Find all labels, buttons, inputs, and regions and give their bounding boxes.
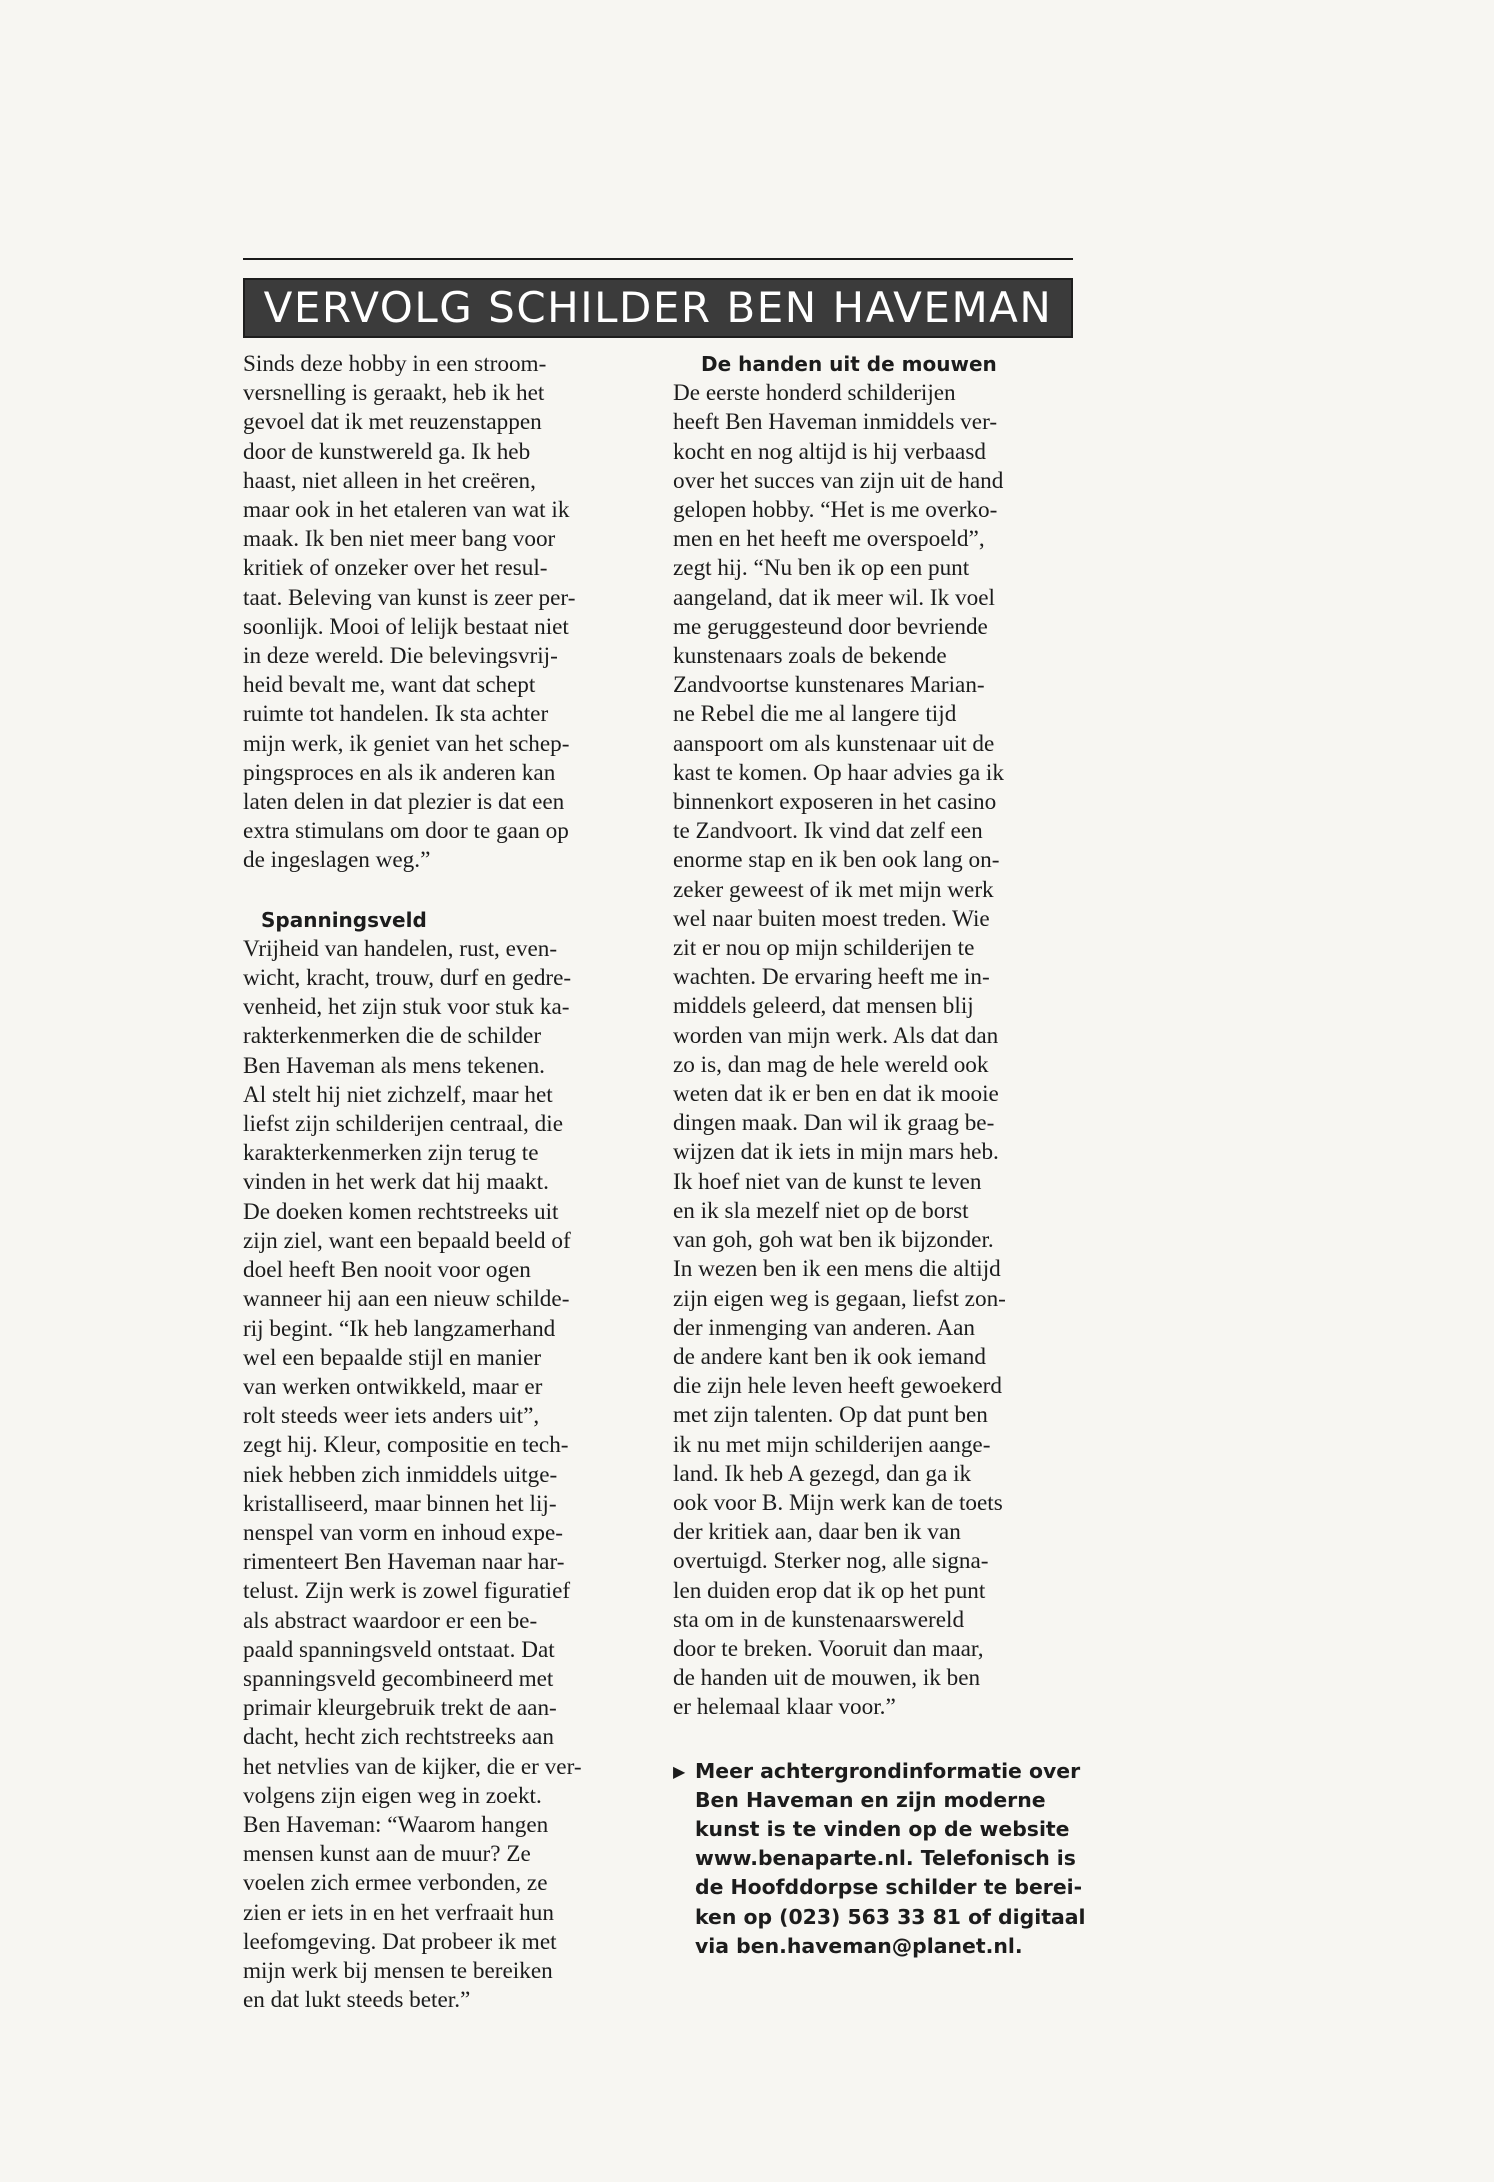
subhead-handen-uit-de-mouwen: De handen uit de mouwen — [701, 352, 997, 376]
headline: VERVOLG SCHILDER BEN HAVEMAN — [263, 283, 1053, 332]
top-rule — [243, 258, 1073, 260]
info-block — [673, 1757, 1088, 1961]
subhead-spanningsveld: Spanningsveld — [261, 907, 427, 932]
spanningsveld-paragraph: Vrijheid van handelen, rust, even- wicht, kracht, trouw, durf en gedre- venheid, het zijn stuk voor stuk ka- rakterkenmerken die de schilder Ben Haveman als mens tekenen. Al stelt hij niet zichzelf, maar het liefst zijn schilderijen centraal, die karakterkenmerken zijn terug te vinden in het werk dat hij maakt. De doeken komen rechtstreeks uit zijn ziel, want een bepaald beeld of doel heeft Ben nooit voor ogen wanneer hij aan een nieuw schilde- rij begint. “Ik heb langzamerhand wel een bepaalde stijl en manier van werken ontwikkeld, maar er rolt steeds weer iets anders uit”, zegt hij. Kleur, compositie en tech- niek hebben zich inmiddels uitge- kristalliseerd, maar binnen het lij- nenspel van vorm en inhoud expe- rimenteert Ben Haveman naar har- telust. Zijn werk is zowel figuratief als abstract waardoor er een be- paald spanningsveld ontstaat. Dat spanningsveld gecombineerd met primair kleurgebruik trekt de aan- dacht, hecht zich rechtstreeks aan het netvlies van de kijker, die er ver- volgens zijn eigen weg in zoekt. Ben Haveman: “Waarom hangen mensen kunst aan de muur? Ze voelen zich ermee verbonden, ze zien er iets in en het verfraait hun leefomgeving. Dat probeer ik met mijn werk bij mensen te bereiken en dat lukt steeds beter.” — [243, 935, 582, 2014]
arrow-right-icon: ▶ — [673, 1761, 686, 1781]
intro-paragraph: Sinds deze hobby in een stroom- versnelling is geraakt, heb ik het gevoel dat ik met reuzenstappen door de kunstwereld ga. Ik heb haast, niet alleen in het creëren, maar ook in het etaleren van wat ik maak. Ik ben niet meer bang voor kritiek of onzeker over het resul- taat. Beleving van kunst is zeer per- soonlijk. Mooi of lelijk bestaat niet in deze wereld. Die belevingsvrij- heid bevalt me, want dat schept ruimte tot handelen. Ik sta achter mijn werk, ik geniet van het schep- pingsproces en als ik anderen kan laten delen in dat plezier is dat een extra stimulans om door te gaan op de ingeslagen weg.” — [243, 351, 576, 874]
headline-bar — [243, 278, 1073, 338]
right-column — [673, 350, 1088, 1961]
left-column — [243, 350, 658, 2015]
handen-paragraph: De eerste honderd schilderijen heeft Ben Haveman inmiddels ver- kocht en nog altijd is hij verbaasd over het succes van zijn uit de hand gelopen hobby. “Het is me overko- men en het heeft me overspoeld”, zegt hij. “Nu ben ik op een punt aangeland, dat ik meer wil. Ik voel me geruggesteund door bevriende kunstenaars zoals de bekende Zandvoortse kunstenares Marian- ne Rebel die me al langere tijd aanspoort om als kunstenaar uit de kast te komen. Op haar advies ga ik binnenkort exposeren in het casino te Zandvoort. Ik vind dat zelf een enorme stap en ik ben ook lang on- zeker geweest of ik met mijn werk wel naar buiten moest treden. Wie zit er nou op mijn schilderijen te wachten. De ervaring heeft me in- middels geleerd, dat mensen blij worden van mijn werk. Als dat dan zo is, dan mag de hele wereld ook weten dat ik er ben en dat ik mooie dingen maak. Dan wil ik graag be- wijzen dat ik iets in mijn mars heb. Ik hoef niet van de kunst te leven en ik sla mezelf niet op de borst van goh, goh wat ben ik bijzonder. In wezen ben ik een mens die altijd zijn eigen weg is gegaan, liefst zon- der inmenging van anderen. Aan de andere kant ben ik ook iemand die zijn hele leven heeft gewoekerd met zijn talenten. Op dat punt ben ik nu met mijn schilderijen aange- land. Ik heb A gezegd, dan ga ik ook voor B. Mijn werk kan de toets der kritiek aan, daar ben ik van overtuigd. Sterker nog, alle signa- len duiden erop dat ik op het punt sta om in de kunstenaarswereld door te breken. Vooruit dan maar, de handen uit de mouwen, ik ben er helemaal klaar voor.” — [673, 380, 1006, 1721]
info-text: Meer achtergrondinformatie over Ben Haveman en zijn moderne kunst is te vinden op de website www.benaparte.nl. Telefonisch is de Hoofddorpse schilder te berei- ken op (023) 563 33 81 of digitaal via ben.haveman@planet.nl. — [695, 1758, 1086, 1958]
